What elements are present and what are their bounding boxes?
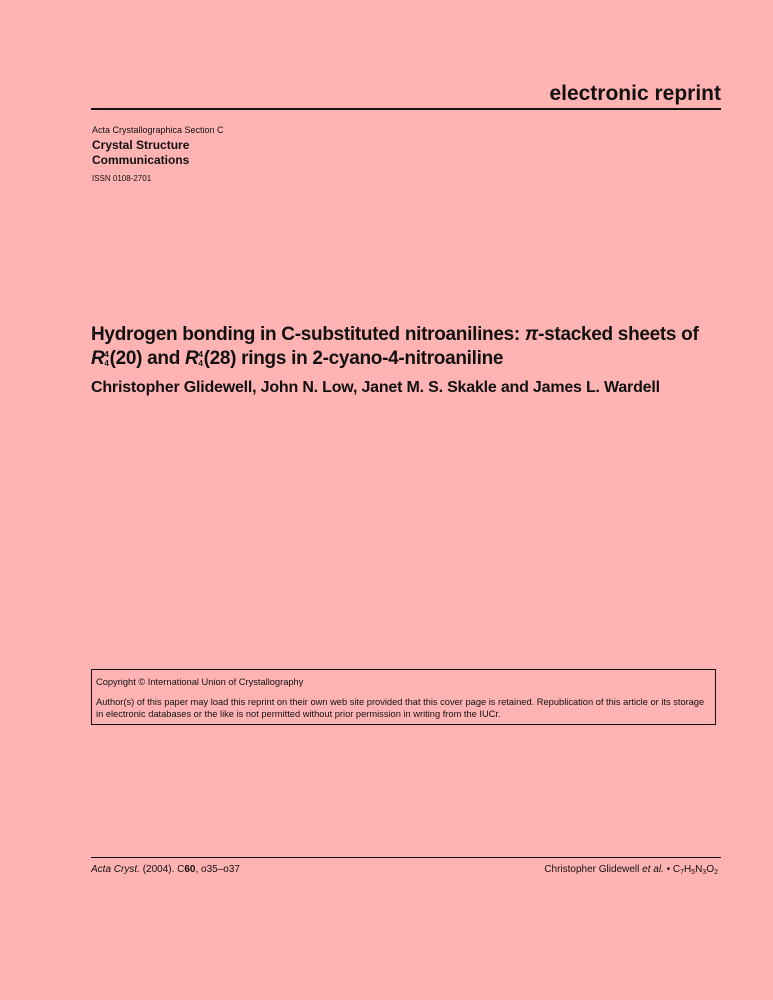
ring-notation-1 bbox=[91, 348, 142, 369]
footer-etal: et al. bbox=[642, 864, 664, 875]
ring2-size: (28) bbox=[203, 348, 237, 369]
title-part2: -stacked sheets of bbox=[538, 324, 699, 345]
footer-rule bbox=[91, 857, 721, 858]
journal-section: Acta Crystallographica Section C bbox=[92, 125, 224, 135]
reprint-permission-text: Author(s) of this paper may load this reprint on their own web site provided that this cover page is retained. Republication of this article or its storage in electronic databases or the like is not permitted without prior permission in writing from the IUCr. bbox=[96, 697, 705, 719]
footer-pages: , o35–o37 bbox=[195, 864, 240, 875]
formula-h: H bbox=[684, 864, 692, 875]
ring-notation-2 bbox=[185, 348, 236, 369]
ring2-indices bbox=[198, 350, 202, 368]
formula-h-count: 5 bbox=[691, 869, 696, 876]
ring1-sup: 4 bbox=[104, 349, 109, 359]
title-and: and bbox=[142, 348, 186, 369]
formula-n: N bbox=[695, 864, 703, 875]
formula-o: O bbox=[706, 864, 715, 875]
authors: Christopher Glidewell, John N. Low, Janet M. S. Skakle and James L. Wardell bbox=[91, 379, 660, 396]
header-rule bbox=[91, 108, 721, 110]
ring2-letter: R bbox=[185, 348, 199, 369]
ring2-sub: 4 bbox=[198, 358, 203, 368]
ring1-sub: 4 bbox=[104, 358, 109, 368]
ring2-sup: 4 bbox=[198, 349, 203, 359]
footer-author-formula bbox=[544, 864, 718, 876]
ring1-indices bbox=[104, 350, 108, 368]
formula-c-count: 7 bbox=[680, 869, 685, 876]
title-part3: rings in 2-cyano-4-nitroaniline bbox=[236, 348, 504, 369]
footer-citation bbox=[91, 864, 240, 875]
ring1-size: (20) bbox=[109, 348, 143, 369]
title-pi: π bbox=[524, 324, 539, 345]
copyright-box bbox=[91, 669, 716, 725]
journal-issn: ISSN 0108-2701 bbox=[92, 174, 152, 183]
footer-separator: • bbox=[663, 864, 673, 875]
paper-title bbox=[91, 323, 731, 371]
journal-title-line2: Communications bbox=[92, 153, 190, 167]
copyright-notice: Copyright © International Union of Crystallography bbox=[96, 677, 304, 687]
formula-n-count: 3 bbox=[702, 869, 707, 876]
journal-block bbox=[92, 125, 224, 183]
journal-title-line1: Crystal Structure bbox=[92, 138, 190, 152]
footer-year: (2004). C bbox=[142, 864, 185, 875]
header-label: electronic reprint bbox=[549, 82, 721, 105]
footer-author: Christopher Glidewell bbox=[544, 864, 643, 875]
footer-journal-abbrev: Acta Cryst. bbox=[91, 864, 140, 875]
formula bbox=[673, 864, 718, 875]
formula-c: C bbox=[672, 864, 681, 875]
ring1-letter: R bbox=[91, 348, 105, 369]
title-part1: Hydrogen bonding in C-substituted nitroanilines: bbox=[91, 324, 525, 345]
footer-volume: 60 bbox=[184, 864, 196, 875]
formula-o-count: 2 bbox=[714, 869, 718, 876]
